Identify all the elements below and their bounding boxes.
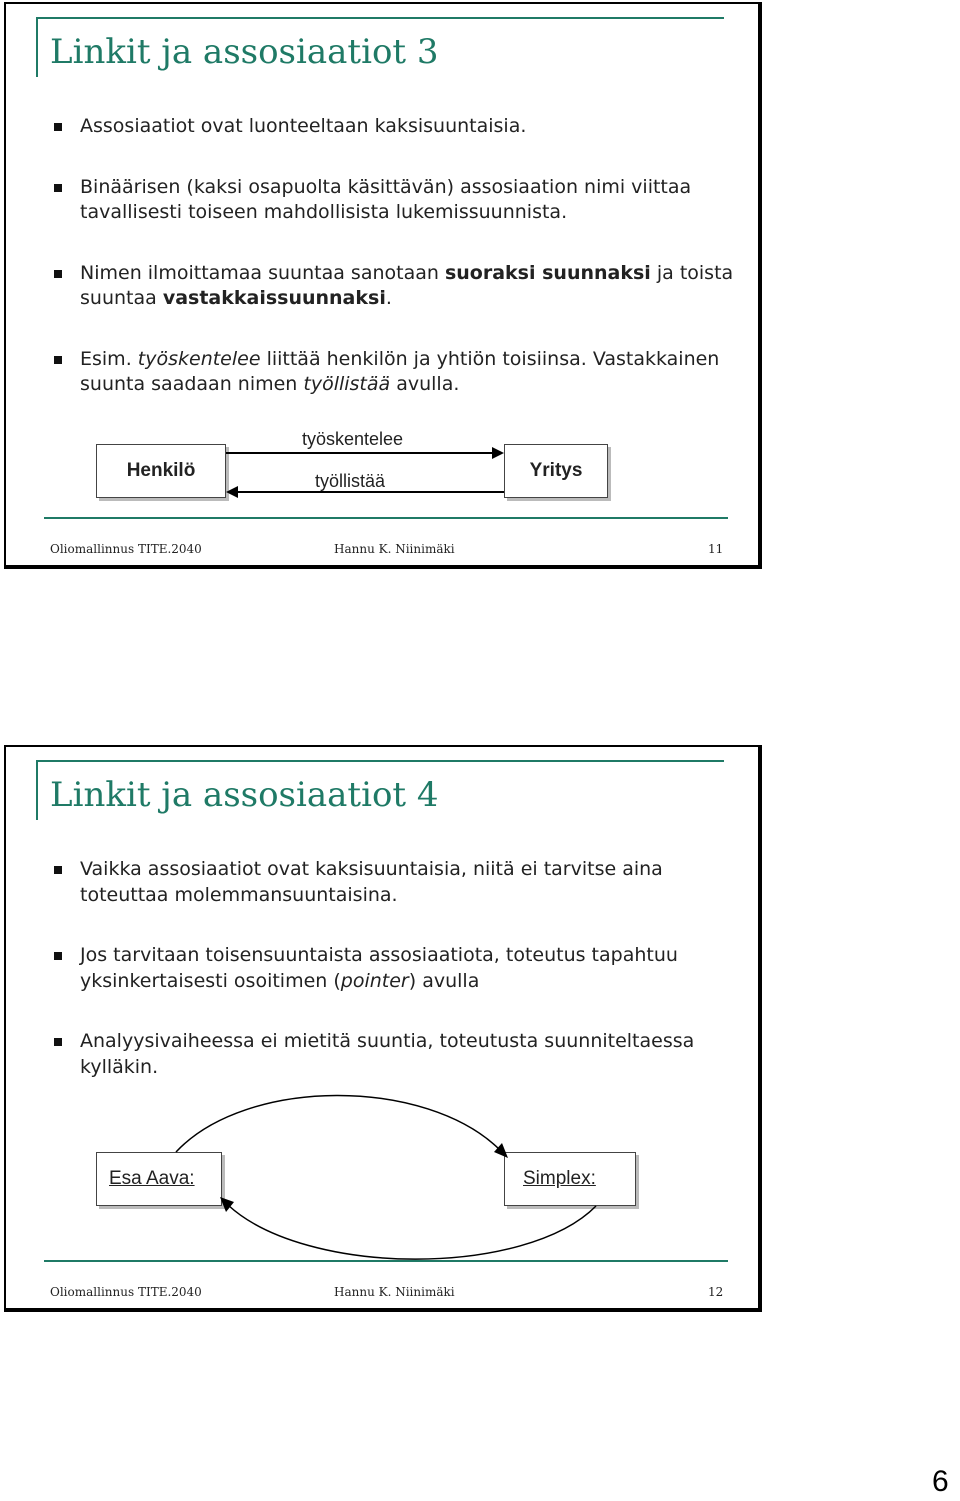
bullet-text: Assosiaatiot ovat luonteeltaan kaksisuuntaisia.	[80, 115, 527, 137]
slide-title: Linkit ja assosiaatiot 3	[50, 32, 439, 72]
pointer-arrowhead-bottom-icon	[220, 1197, 234, 1212]
footer-course: Oliomallinnus TITE.2040	[50, 542, 202, 556]
object-name: Simplex:	[523, 1168, 596, 1189]
backward-arrowhead-icon	[226, 486, 238, 498]
slide-2	[4, 745, 762, 1312]
bullet-text: Binäärisen (kaksi osapuolta käsittävän) assosiaation nimi viittaa tavallisesti toiseen mahdollisista lukemissuunnista.	[80, 175, 692, 223]
class-box-yritys: Yritys	[504, 444, 608, 498]
forward-arrowhead-icon	[492, 447, 504, 459]
slide-1	[4, 2, 762, 569]
footer-author: Hannu K. Niinimäki	[334, 1285, 455, 1299]
class-box-henkilo: Henkilö	[96, 444, 226, 498]
pointer-curve-top	[176, 1095, 500, 1152]
backward-association-label: työllistää	[315, 471, 386, 491]
footer-page-number: 12	[708, 1285, 724, 1299]
bullet-text: Vaikka assosiaatiot ovat kaksisuuntaisia, niitä ei tarvitse aina toteuttaa molemmansuuntaisina.	[80, 858, 663, 906]
forward-association-label: työskentelee	[302, 429, 404, 449]
bullet-text: Analyysivaiheessa ei mietitä suuntia, toteutusta suunniteltaessa kylläkin.	[80, 1030, 695, 1078]
footer-course: Oliomallinnus TITE.2040	[50, 1285, 202, 1299]
slide-title: Linkit ja assosiaatiot 4	[50, 775, 439, 815]
pointer-arrowhead-top-icon	[494, 1143, 508, 1158]
document-page-number: 6	[932, 1465, 949, 1498]
bullet-text: Nimen ilmoittamaa suuntaa sanotaan suoraksi suunnaksi ja toista suuntaa vastakkaissuunnaksi.	[80, 261, 734, 309]
object-name: Esa Aava:	[109, 1168, 195, 1189]
footer-author: Hannu K. Niinimäki	[334, 542, 455, 556]
bullet-text: Esim. työskentelee liittää henkilön ja yhtiön toisiinsa. Vastakkainen suunta saadaan nimen työllistää avulla.	[80, 347, 720, 395]
footer-page-number: 11	[708, 542, 724, 556]
association-arrows	[6, 4, 764, 571]
footer-rule	[44, 517, 728, 519]
pointer-curve-bottom	[228, 1205, 596, 1259]
pointer-arrows	[6, 747, 764, 1314]
footer-rule	[44, 1260, 728, 1262]
bullet-text: Jos tarvitaan toisensuuntaista assosiaatiota, toteutus tapahtuu yksinkertaisesti osoitimen (pointer) avulla	[80, 944, 678, 992]
